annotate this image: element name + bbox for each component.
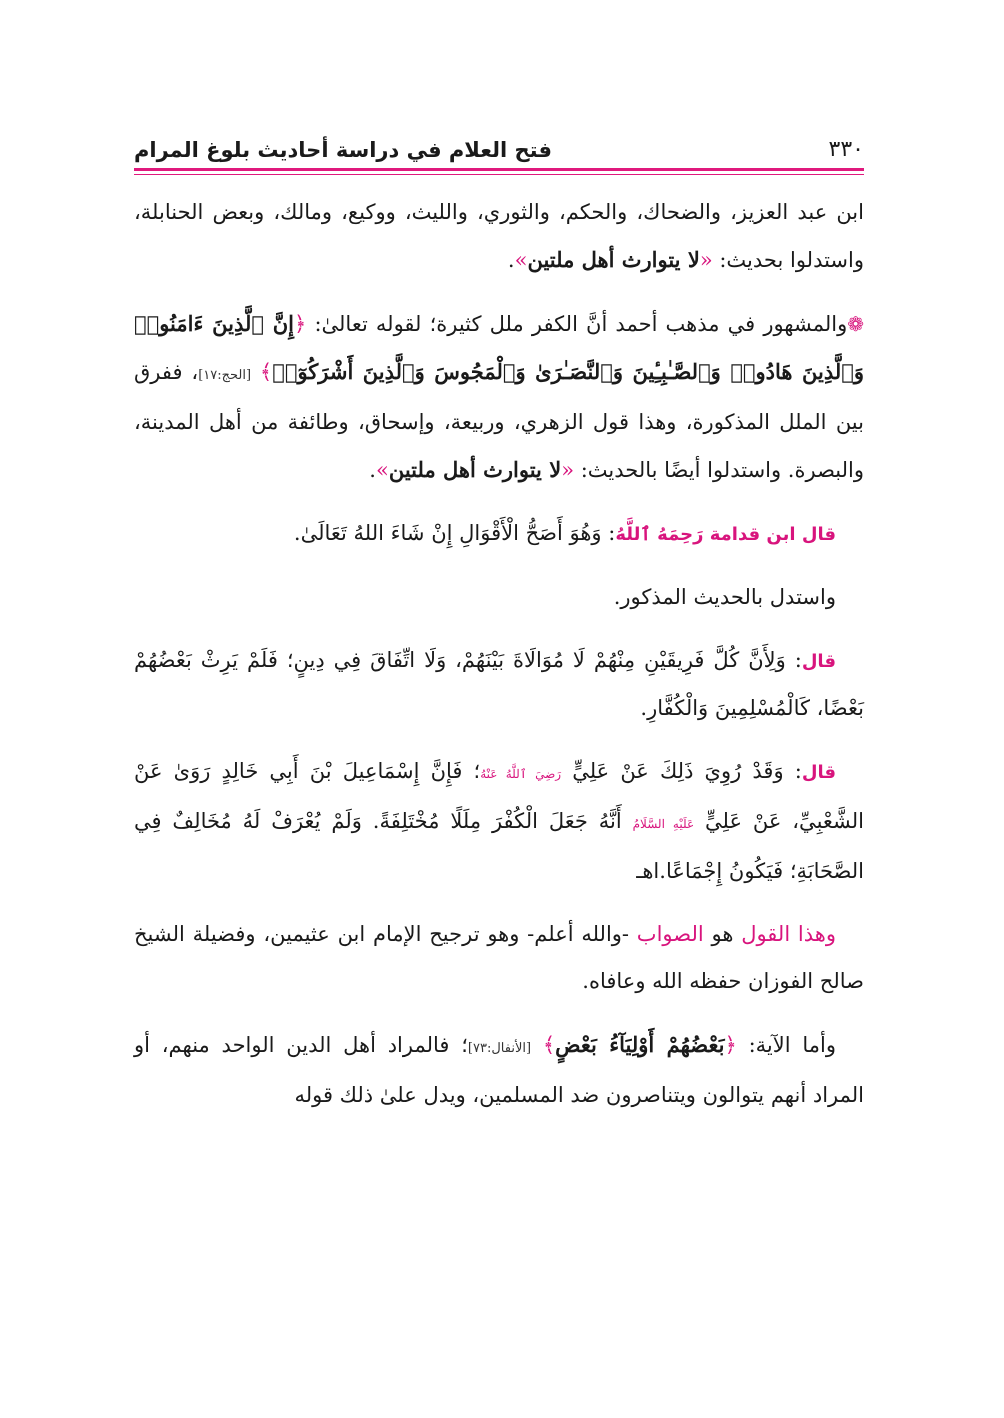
speaker-label: قال [801, 651, 836, 672]
flower-ornament-icon: ❁ [847, 312, 864, 336]
quoted-speech: وَلِأَنَّ كُلَّ فَرِيقَيْنِ مِنْهُمْ لَا مُوَالَاةَ بَيْنَهُمْ، وَلَا اتِّفَاقَ فِي دِينٍ؛ فَلَمْ يَرِثْ بَعْضُهُمْ بَعْضًا، كَالْمُسْلِمِينَ وَالْكُفَّارِ. [134, 648, 864, 720]
page-header [134, 118, 864, 162]
verse-reference: [الأنفال:٧٣] [467, 1041, 532, 1056]
emphasis-word: الصواب [636, 922, 704, 946]
emphasis-lead: وهذا القول [741, 922, 836, 946]
quoted-speech: وَهُوَ أَصَحُّ الْأَقْوَالِ إِنْ شَاءَ اللهُ تَعَالَىٰ. [293, 521, 602, 545]
page [134, 118, 864, 1135]
quran-verse: بَعْضُهُمْ أَوْلِيَآءُ بَعْضٍ [555, 1032, 725, 1057]
page-body [134, 189, 864, 1119]
speaker-label: قال ابن قدامة رَحِمَهُ ٱللَّهُ [615, 524, 836, 545]
book-title: فتح العلام في دراسة أحاديث بلوغ المرام [134, 138, 552, 162]
verse-reference: [الحج:١٧] [198, 368, 252, 383]
honorific: رَضِيَ ٱللَّهُ عَنْهُ [480, 767, 562, 781]
header-rule [134, 168, 864, 175]
paragraph-8: وأما الآية: ﴿بَعْضُهُمْ أَوْلِيَآءُ بَعْضٍ﴾ [الأنفال:٧٣]؛ فالمراد أهل الدين الواحد منهم، أو المراد أنهم يتوالون ويتناصرون ضد المسلمين، ويدل علىٰ ذلك قوله [134, 1032, 864, 1107]
hadith-quote: لا يتوارث أهل ملتين [388, 457, 562, 482]
paragraph-6: قال: وَقَدْ رُوِيَ ذَلِكَ عَنْ عَلِيٍّ رَضِيَ ٱللَّهُ عَنْهُ؛ فَإِنَّ إِسْمَاعِيلَ بْنَ أَبِي خَالِدٍ رَوَىٰ عَنْ الشَّعْبِيِّ، عَنْ عَلِيٍّ عَلَيْهِ السَّلَامُ أَنَّهُ جَعَلَ الْكُفْرَ مِلَلًا مُخْتَلِفَةً. وَلَمْ يُعْرَفْ لَهُ مُخَالِفٌ فِي الصَّحَابَةِ؛ فَيَكُونُ إِجْمَاعًا.اهـ [134, 759, 864, 883]
paragraph-7: وهذا القول هو الصواب -والله أعلم- وهو ترجيح الإمام ابن عثيمين، وفضيلة الشيخ صالح الفوزان حفظه الله وعافاه. [134, 922, 864, 993]
paragraph-2: ❁والمشهور في مذهب أحمد أنَّ الكفر ملل كثيرة؛ لقوله تعالىٰ: ﴿إِنَّ ٱلَّذِينَ ءَامَنُوا۟ وَٱلَّذِينَ هَادُوا۟ وَٱلصَّـٰبِـِٔينَ وَٱلنَّصَـٰرَىٰ وَٱلْمَجُوسَ وَٱلَّذِينَ أَشْرَكُوٓا۟﴾ [الحج:١٧]، ففرق بين الملل المذكورة، وهذا قول الزهري، وربيعة، وإسحاق، وطائفة من أهل المدينة، والبصرة. واستدلوا أيضًا بالحديث: «لا يتوارث أهل ملتين». [134, 311, 864, 482]
paragraph-5: قال: وَلِأَنَّ كُلَّ فَرِيقَيْنِ مِنْهُمْ لَا مُوَالَاةَ بَيْنَهُمْ، وَلَا اتِّفَاقَ فِي دِينٍ؛ فَلَمْ يَرِثْ بَعْضُهُمْ بَعْضًا، كَالْمُسْلِمِينَ وَالْكُفَّارِ. [134, 648, 864, 720]
paragraph-1: ابن عبد العزيز، والضحاك، والحكم، والثوري، والليث، ووكيع، ومالك، وبعض الحنابلة، واستدلوا بحديث: «لا يتوارث أهل ملتين». [134, 200, 864, 272]
page-number: ٣٣٠ [828, 137, 864, 162]
speaker-label: قال [801, 762, 836, 783]
hadith-quote: لا يتوارث أهل ملتين [527, 247, 700, 272]
quran-verse: إِنَّ ٱلَّذِينَ ءَامَنُوا۟ وَٱلَّذِينَ هَادُوا۟ وَٱلصَّـٰبِـِٔينَ وَٱلنَّصَـٰرَىٰ وَٱلْمَجُوسَ وَٱلَّذِينَ أَشْرَكُوٓا۟ [134, 311, 864, 384]
honorific: عَلَيْهِ السَّلَامُ [632, 817, 695, 831]
paragraph-3: قال ابن قدامة رَحِمَهُ ٱللَّهُ: وَهُوَ أَصَحُّ الْأَقْوَالِ إِنْ شَاءَ اللهُ تَعَالَىٰ. [293, 521, 836, 545]
paragraph-4: واستدل بالحديث المذكور. [613, 585, 836, 609]
